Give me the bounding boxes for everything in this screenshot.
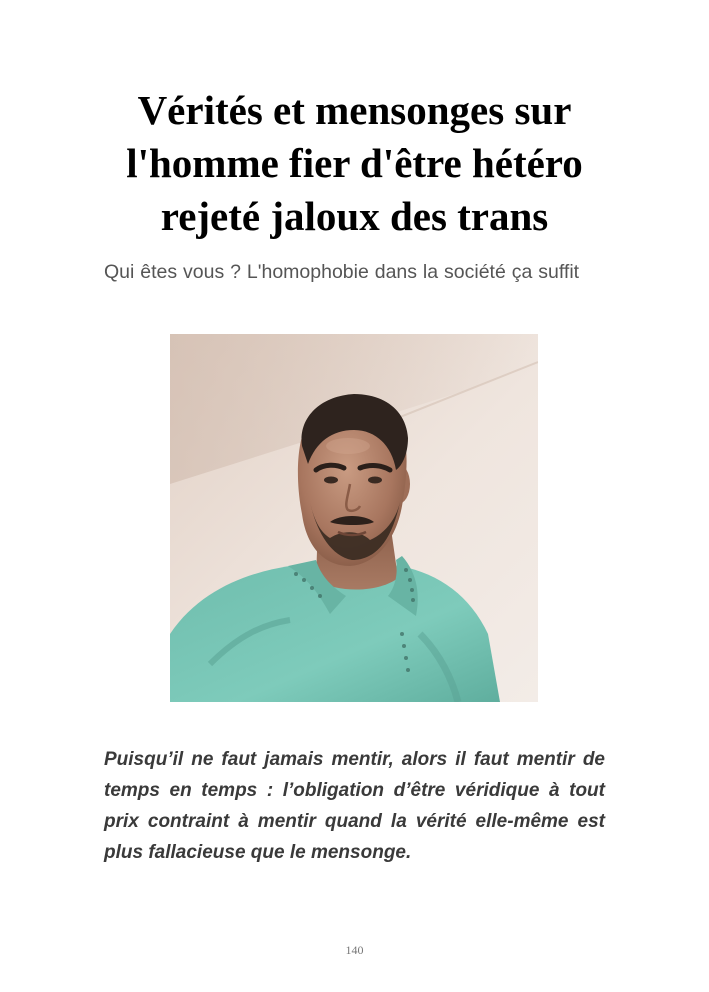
portrait-photo (170, 334, 538, 702)
page-title: Vérités et mensonges sur l'homme fier d'être hétéro rejeté jaloux des trans (126, 87, 583, 239)
page-number: 140 (345, 943, 364, 957)
portrait-illustration (170, 334, 538, 702)
page-subtitle: Qui êtes vous ? L'homophobie dans la société ça suffit (104, 261, 580, 283)
eye-right (368, 477, 382, 484)
eye-left (324, 477, 338, 484)
quote-paragraph: Puisqu’il ne faut jamais mentir, alors il faut mentir de temps en temps : l’obligation d’être véridique à tout prix contraint à mentir quand la vérité elle-même est plus fallacieuse que le mensonge. (104, 749, 605, 863)
